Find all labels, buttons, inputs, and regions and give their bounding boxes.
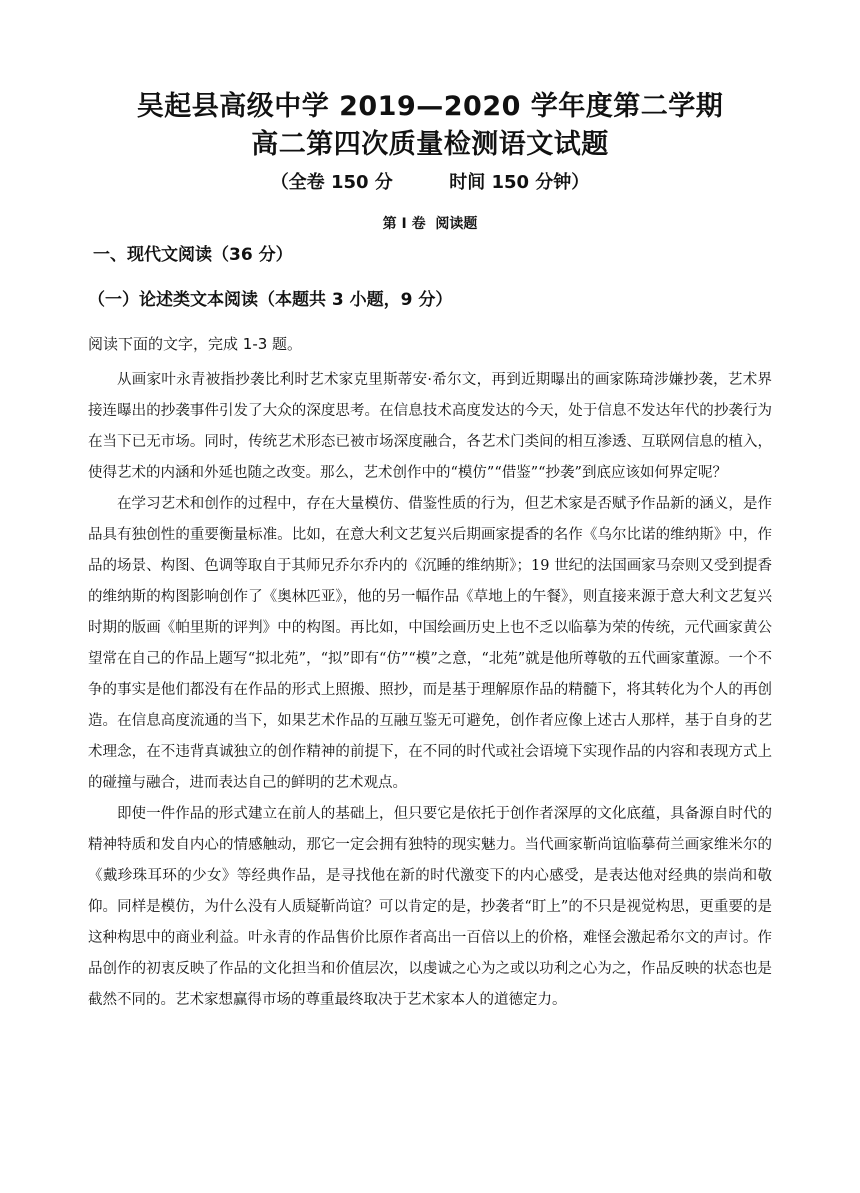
exam-title-school-term: 吴起县高级中学 2019—2020 学年度第二学期 (136, 91, 724, 122)
subsection-title: （一）论述类文本阅读（本题共 3 小题，9 分） (88, 290, 453, 310)
part-title: 第 I 卷 阅读题 (382, 216, 478, 232)
section-title: 一、现代文阅读（36 分） (93, 245, 293, 265)
reading-instruction: 阅读下面的文字，完成 1-3 题。 (88, 335, 303, 353)
article-paragraph: 即使一件作品的形式建立在前人的基础上，但只要它是依托于创作者深厚的文化底蕴，具备源自时代的精神特质和发自内心的情感触动，那它一定会拥有独特的现实魅力。当代画家靳尚谊临摹荷兰画家维米尔的《戴珍珠耳环的少女》等经典作品，是寻找他在新的时代激变下的内心感受，是表达他对经典的崇尚和敬仰。同样是模仿，为什么没有人质疑靳尚谊？可以肯定的是，抄袭者“盯上”的不只是视觉构思，更重要的是这种构思中的商业利益。叶永青的作品售价比原作者高出一百倍以上的价格，难怪会激起希尔文的声讨。作品创作的初衷反映了作品的文化担当和价值层次，以虔诚之心为之或以功利之心为之，作品反映的状态也是截然不同的。艺术家想赢得市场的尊重最终取决于艺术家本人的道德定力。 (88, 806, 772, 1008)
exam-title-subject: 高二第四次质量检测语文试题 (251, 129, 609, 160)
exam-score-time-info: （全卷 150 分 时间 150 分钟） (270, 172, 590, 193)
article-paragraph: 从画家叶永青被指抄袭比利时艺术家克里斯蒂安·希尔文，再到近期曝出的画家陈琦涉嫌抄袭，艺术界接连曝出的抄袭事件引发了大众的深度思考。在信息技术高度发达的今天，处于信息不发达年代的抄袭行为在当下已无市场。同时，传统艺术形态已被市场深度融合，各艺术门类间的相互渗透、互联网信息的植入，使得艺术的内涵和外延也随之改变。那么，艺术创作中的“模仿”“借鉴”“抄袭”到底应该如何界定呢？ (88, 372, 772, 481)
reading-article (88, 365, 772, 1016)
article-paragraph: 在学习艺术和创作的过程中，存在大量模仿、借鉴性质的行为，但艺术家是否赋予作品新的涵义，是作品具有独创性的重要衡量标准。比如，在意大利文艺复兴后期画家提香的名作《乌尔比诺的维纳斯》中，作品的场景、构图、色调等取自于其师兄乔尔乔内的《沉睡的维纳斯》；19 世纪的法国画家马奈则又受到提香的维纳斯的构图影响创作了《奥林匹亚》，他的另一幅作品《草地上的午餐》，则直接来源于意大利文艺复兴时期的版画《帕里斯的评判》中的构图。再比如，中国绘画历史上也不乏以临摹为荣的传统，元代画家黄公望常在自己的作品上题写“拟北苑”，“拟”即有“仿”“模”之意，“北苑”就是他所尊敬的五代画家董源。一个不争的事实是他们都没有在作品的形式上照搬、照抄，而是基于理解原作品的精髓下，将其转化为个人的再创造。在信息高度流通的当下，如果艺术作品的互融互鉴无可避免，创作者应像上述古人那样，基于自身的艺术理念，在不违背真诚独立的创作精神的前提下，在不同的时代或社会语境下实现作品的内容和表现方式上的碰撞与融合，进而表达自己的鲜明的艺术观点。 (88, 496, 772, 791)
